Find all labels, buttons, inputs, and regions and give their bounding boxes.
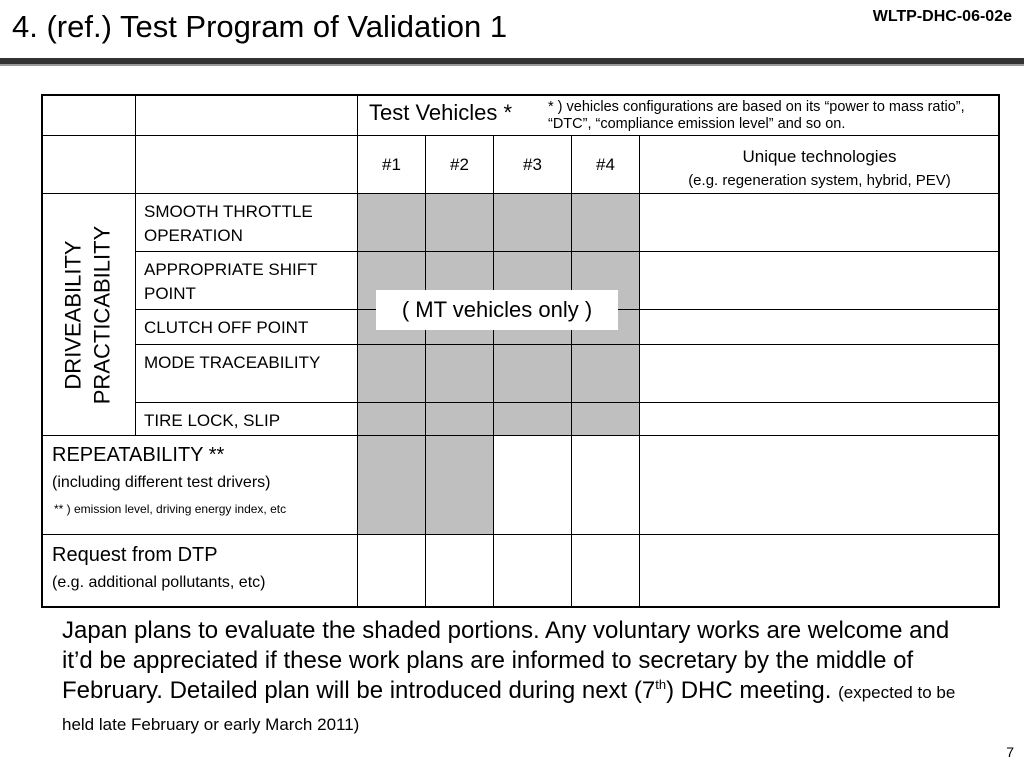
row-label-clutch-off-point: CLUTCH OFF POINT — [136, 310, 358, 345]
title-divider — [0, 58, 1024, 66]
shaded-cell — [572, 345, 640, 403]
shaded-cell — [358, 403, 426, 436]
driveability-label: DRIVEABILITY — [60, 239, 86, 390]
row-label-appropriate-shift-point: APPROPRIATE SHIFT POINT — [136, 252, 358, 310]
column-header-vehicle-3: #3 — [494, 136, 572, 194]
request-label-cell — [41, 535, 358, 608]
unique-tech-cell — [640, 436, 1000, 535]
unique-tech-cell — [640, 345, 1000, 403]
row-label-mode-traceability: MODE TRACEABILITY — [136, 345, 358, 403]
request-sub-label: (e.g. additional pollutants, etc) — [52, 574, 266, 591]
unique-technologies-label: Unique technologies — [742, 147, 897, 166]
column-header-unique-technologies — [640, 136, 1000, 194]
unique-tech-cell — [640, 310, 1000, 345]
shaded-cell — [494, 345, 572, 403]
subheader-empty-cell-2 — [136, 136, 358, 194]
shaded-cell — [572, 194, 640, 252]
practicability-label: PRACTICABILITY — [89, 225, 114, 404]
unique-tech-cell — [640, 403, 1000, 436]
empty-cell — [494, 436, 572, 535]
shaded-cell — [426, 194, 494, 252]
shaded-cell — [358, 436, 426, 535]
document-id: WLTP-DHC-06-02e — [872, 8, 1012, 25]
column-header-vehicle-1: #1 — [358, 136, 426, 194]
summary-main-text-end: ) DHC meeting. — [666, 677, 832, 704]
repeatability-sub-label: (including different test drivers) — [52, 474, 271, 491]
shaded-cell — [426, 403, 494, 436]
shaded-cell — [358, 345, 426, 403]
validation-program-table — [41, 94, 1000, 608]
summary-main-text: Japan plans to evaluate the shaded portions. Any voluntary works are welcome and it’d be appreciated if these work plans are informed to secretary by the middle of February. Detailed plan will be introduced during next (7 — [62, 617, 950, 704]
header-empty-cell-2 — [136, 94, 358, 136]
mt-vehicles-only-note: ( MT vehicles only ) — [376, 290, 618, 330]
test-vehicles-label: Test Vehicles * — [369, 100, 513, 125]
row-label-tire-lock-slip: TIRE LOCK, SLIP — [136, 403, 358, 436]
driveability-group-cell — [41, 194, 136, 436]
header-empty-cell-1 — [41, 94, 136, 136]
shaded-cell — [358, 194, 426, 252]
repeatability-label-cell — [41, 436, 358, 535]
empty-cell — [572, 535, 640, 608]
unique-tech-cell — [640, 252, 1000, 310]
empty-cell — [494, 535, 572, 608]
shaded-cell — [572, 403, 640, 436]
repeatability-footnote: ** ) emission level, driving energy index, etc — [54, 501, 287, 516]
test-vehicles-header — [358, 94, 1000, 136]
slide-title: 4. (ref.) Test Program of Validation 1 — [12, 9, 508, 44]
unique-technologies-example: (e.g. regeneration system, hybrid, PEV) — [688, 171, 951, 189]
summary-superscript: th — [655, 677, 667, 692]
subheader-empty-cell-1 — [41, 136, 136, 194]
shaded-cell — [494, 194, 572, 252]
column-header-vehicle-4: #4 — [572, 136, 640, 194]
unique-tech-cell — [640, 194, 1000, 252]
empty-cell — [426, 535, 494, 608]
empty-cell — [358, 535, 426, 608]
repeatability-label: REPEATABILITY ** — [52, 444, 225, 466]
driveability-group-label — [59, 225, 116, 403]
unique-tech-cell — [640, 535, 1000, 608]
request-label: Request from DTP — [52, 544, 218, 566]
shaded-cell — [494, 403, 572, 436]
page-number: 7 — [1006, 744, 1014, 760]
test-vehicles-footnote: * ) vehicles configurations are based on its “power to mass ratio”, “DTC”, “compliance emission level” and so on. — [548, 99, 965, 132]
summary-paragraph — [62, 616, 962, 740]
shaded-cell — [426, 345, 494, 403]
row-label-smooth-throttle: SMOOTH THROTTLE OPERATION — [136, 194, 358, 252]
shaded-cell — [426, 436, 494, 535]
summary-small-note: (expected to be held late February or early March 2011) — [62, 683, 956, 734]
empty-cell — [572, 436, 640, 535]
column-header-vehicle-2: #2 — [426, 136, 494, 194]
